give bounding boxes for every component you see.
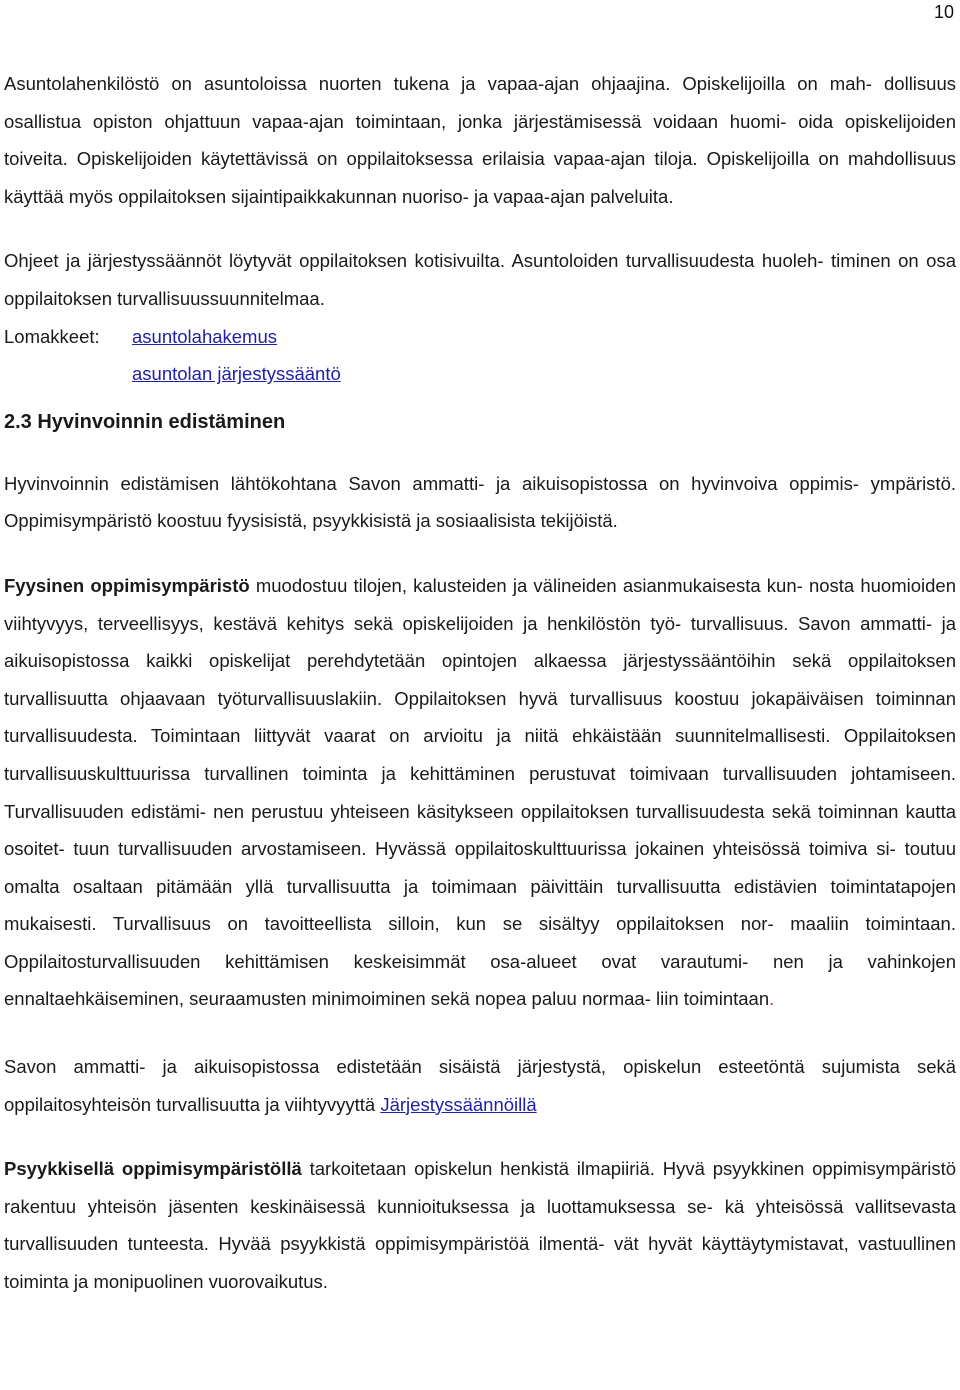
forms-label: Lomakkeet:	[4, 325, 100, 347]
text-line: nosta huomioiden viihtyvyys, terveellisyys, kestävä kehitys sekä opiskelijoiden ja henkilöstön työ-	[4, 574, 957, 634]
paragraph-accommodation-staff	[4, 65, 956, 215]
text-line: sekä oppilaitosyhteisön turvallisuutta ja viihtyvyyttä	[4, 1056, 957, 1115]
text-line: järjestyssääntöihin sekä oppilaitoksen turvallisuutta ohjaavaan työturvallisuuslakiin. Oppilaitoksen	[4, 650, 957, 709]
paragraph-psychological-environment	[4, 1150, 956, 1300]
text-line: tarkoitetaan opiskelun henkistä ilmapiiriä. Hyvä psyykkinen	[301, 1158, 805, 1180]
text-line: ympäristö. Oppimisympäristö koostuu fyysisistä, psyykkisistä ja sosiaalisista tekijöistä.	[4, 472, 956, 532]
text-line: liin toimintaan	[656, 988, 770, 1010]
text-line: maaliin toimintaan. Oppilaitosturvallisuuden kehittämisen keskeisimmät osa-alueet ovat varautumi-	[4, 913, 956, 972]
text-line: Asuntolahenkilöstö on asuntoloissa nuorten tukena ja vapaa-ajan ohjaajina. Opiskelijoilla on mah-	[4, 73, 872, 94]
text-line: kä yhteisössä vallitsevasta turvallisuuden tunteesta. Hyvää psyykkistä oppimisympäristöä ilmentä-	[4, 1195, 956, 1255]
paragraph-order-rules	[4, 1048, 956, 1123]
text-line: muodostuu tilojen, kalusteiden ja välineiden asianmukaisesta kun-	[249, 574, 803, 596]
text-line: nen ja vahinkojen ennaltaehkäiseminen, seuraamusten minimoiminen sekä nopea paluu normaa-	[4, 950, 957, 1010]
text-line: nen perustuu yhteiseen käsitykseen oppilaitoksen turvallisuudesta sekä toiminnan kautta osoitet-	[4, 800, 956, 860]
forms-list	[4, 318, 956, 393]
link-jarjestyssaannoilla[interactable]: Järjestyssäännöillä	[380, 1093, 537, 1115]
term-psychological-environment: Psyykkisellä oppimisympäristöllä	[4, 1158, 302, 1180]
text-line: hyvä turvallisuus koostuu jokapäiväisen toiminnan turvallisuudesta. Toimintaan liittyvät vaarat on	[4, 687, 956, 747]
text-line: vapaa-ajan palveluita.	[493, 185, 674, 207]
text-line: toiminta ja kehittäminen perustuvat toimivaan turvallisuuden johtamiseen. Turvallisuuden edistämi-	[4, 762, 957, 822]
text-line: Hyvinvoinnin edistämisen lähtökohtana Savon ammatti- ja aikuisopistossa on hyvinvoiva oppimis-	[4, 472, 860, 494]
text-line: tiloja. Opiskelijoilla on mahdollisuus käyttää myös oppilaitoksen sijaintipaikkakunnan nuoriso- ja	[4, 148, 956, 207]
term-physical-environment: Fyysinen oppimisympäristö	[4, 574, 250, 596]
text-line: toimintatapojen mukaisesti. Turvallisuus on tavoitteellista silloin, kun se sisältyy oppilaitoksen nor-	[4, 875, 957, 935]
text-line: oppimisympäristö rakentuu yhteisön jäsenten keskinäisessä kunnioituksessa ja luottamuksessa se-	[4, 1158, 957, 1217]
end-mark: .	[769, 988, 775, 1010]
text-line: toutuu omalta osaltaan pitämään yllä turvallisuutta ja toimimaan päivittäin turvallisuutta edistävien	[4, 838, 956, 897]
section-heading: 2.3 Hyvinvoinnin edistäminen	[4, 410, 286, 433]
text-line: arvioitu ja niitä ehkäistään suunnitelmallisesti. Oppilaitoksen turvallisuuskulttuurissa turvallinen	[4, 725, 957, 784]
paragraph-wellbeing-intro	[4, 465, 956, 540]
page-number: 10	[933, 2, 954, 22]
text-line: Ohjeet ja järjestyssäännöt löytyvät oppilaitoksen kotisivuilta. Asuntoloiden turvallisuudesta huoleh-	[4, 250, 824, 272]
forms-links	[132, 318, 341, 393]
paragraph-physical-environment	[4, 567, 956, 1018]
text-line: tuun turvallisuuden arvostamiseen. Hyvässä oppilaitoskulttuurissa jokainen yhteisössä toimiva si-	[73, 838, 896, 860]
text-line: timinen on osa oppilaitoksen turvallisuussuunnitelmaa.	[4, 250, 956, 309]
text-line: vät hyvät käyttäytymistavat, vastuullinen toiminta ja monipuolinen vuorovaikutus.	[4, 1233, 956, 1293]
link-asuntolan-jarjestyssaanto[interactable]: asuntolan järjestyssääntö	[132, 363, 341, 385]
document-body	[4, 65, 956, 1301]
text-line: oida opiskelijoiden toiveita. Opiskelijoiden käytettävissä on oppilaitoksessa erilaisia vapaa-ajan	[4, 110, 956, 170]
text-line: turvallisuus. Savon ammatti- ja aikuisopistossa kaikki opiskelijat perehdytetään opintojen alkaessa	[4, 612, 956, 672]
text-line: Savon ammatti- ja aikuisopistossa edistetään sisäistä järjestystä, opiskelun esteetöntä sujumista	[4, 1056, 900, 1078]
link-asuntolahakemus[interactable]: asuntolahakemus	[132, 325, 278, 347]
text-line: dollisuus osallistua opiston ohjattuun vapaa-ajan toimintaan, jonka järjestämisessä voidaan huomi-	[4, 73, 956, 132]
paragraph-instructions	[4, 242, 956, 317]
